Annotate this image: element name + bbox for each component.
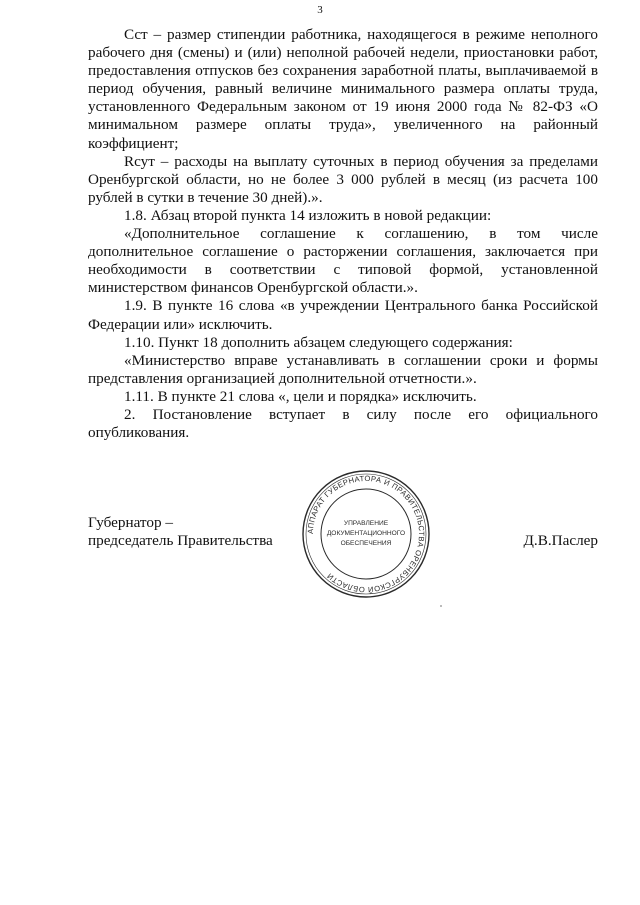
- signatory-name: Д.В.Паслер: [523, 532, 598, 549]
- paragraph-1-9: 1.9. В пункте 16 слова «в учреждении Центрального банка Российской Федерации или» исключить.: [88, 297, 598, 333]
- seal-ring-text: АППАРАТ ГУБЕРНАТОРА И ПРАВИТЕЛЬСТВА ОРЕНБУРГСКОЙ ОБЛАСТИ: [305, 473, 427, 595]
- signatory-title-line1: Губернатор –: [88, 514, 173, 531]
- seal-center-line3: ОБЕСПЕЧЕНИЯ: [340, 540, 392, 547]
- paragraph-1-8-text: «Дополнительное соглашение к соглашению, в том числе дополнительное соглашение о расторжении соглашения, заключается при необходимости в соответствии с типовой формой, установленной министерством финансов Оренбургской области.».: [88, 225, 598, 297]
- signatory-title-line2: председатель Правительства: [88, 532, 273, 550]
- scan-artifact: [440, 605, 442, 607]
- paragraph-2: 2. Постановление вступает в силу после его официального опубликования.: [88, 405, 598, 442]
- paragraph-rsut: Rсут – расходы на выплату суточных в период обучения за пределами Оренбургской области, но не более 3 000 рублей в месяц (из расчета 100 рублей в сутки в течение 30 дней).».: [88, 152, 598, 206]
- document-body: [88, 26, 598, 442]
- signatory-title: [88, 514, 273, 550]
- page-number: 3: [317, 4, 323, 16]
- paragraph-1-10-text: «Министерство вправе устанавливать в соглашении сроки и формы представления организацией дополнительной отчетности.».: [88, 351, 598, 387]
- official-seal: [300, 468, 432, 600]
- signature-block: [88, 473, 598, 620]
- paragraph-1-10: 1.10. Пункт 18 дополнить абзацем следующего содержания:: [124, 333, 513, 351]
- seal-center-line1: УПРАВЛЕНИЕ: [343, 520, 389, 527]
- paragraph-1-11: 1.11. В пункте 21 слова «, цели и порядка» исключить.: [124, 387, 477, 405]
- paragraph-cst: Сст – размер стипендии работника, находящегося в режиме неполного рабочего дня (смены) и (или) неполной рабочей недели, приостановки работ, предоставления отпусков без сохранения заработной платы, выплачиваемой в период обучения, равный величине минимального размера оплаты труда, установленного Федеральным законом от 19 июня 2000 года № 82-ФЗ «О минимальном размере оплаты труда», увеличенного на районный коэффициент;: [88, 26, 598, 152]
- paragraph-1-8: 1.8. Абзац второй пункта 14 изложить в новой редакции:: [124, 206, 492, 224]
- seal-center-line2: ДОКУМЕНТАЦИОННОГО: [326, 530, 406, 537]
